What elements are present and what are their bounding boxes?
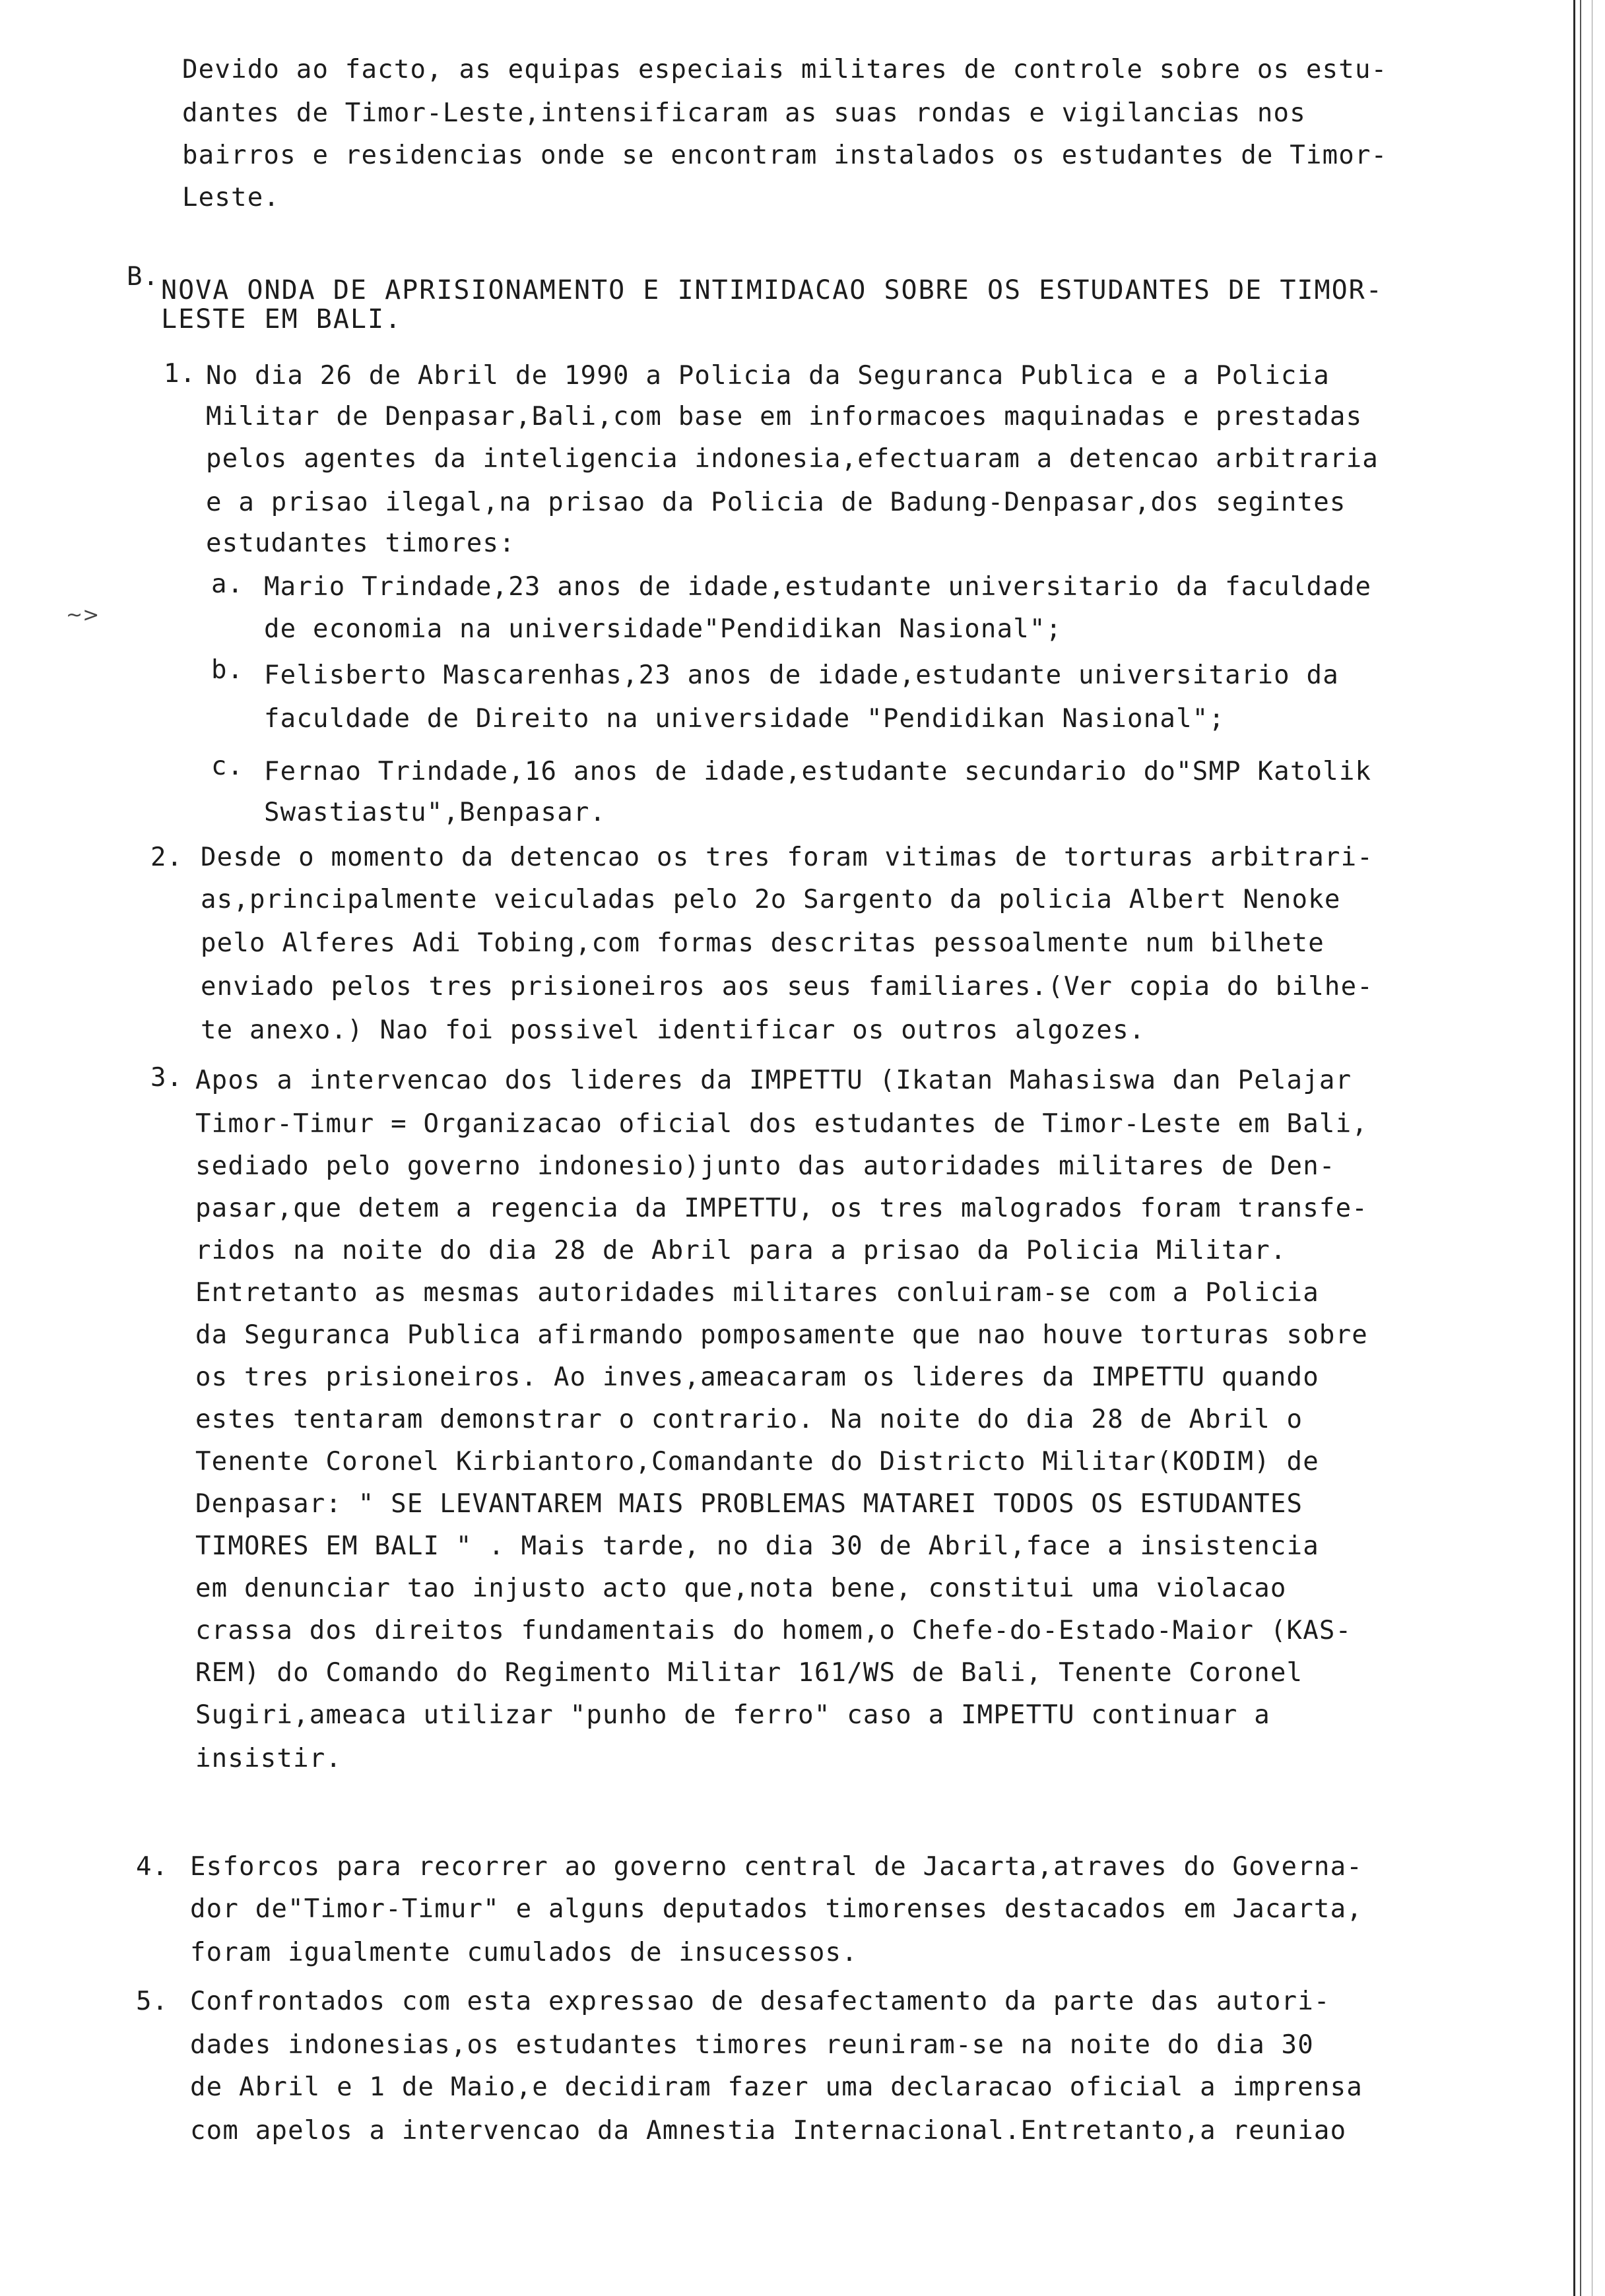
item-number: 1. (164, 359, 197, 389)
text-line: Tenente Coronel Kirbiantoro,Comandante do Districto Militar(KODIM) de (195, 1447, 1319, 1477)
item-number: 4. (136, 1852, 169, 1882)
text-line: de Abril e 1 de Maio,e decidiram fazer uma declaracao oficial a imprensa (190, 2072, 1363, 2102)
text-line: pelo Alferes Adi Tobing,com formas descritas pessoalmente num bilhete (201, 928, 1325, 958)
text-line: dantes de Timor-Leste,intensificaram as suas rondas e vigilancias nos (182, 98, 1306, 128)
text-line: Fernao Trindade,16 anos de idade,estudante secundario do"SMP Katolik (264, 757, 1372, 786)
text-line: TIMORES EM BALI " . Mais tarde, no dia 30 de Abril,face a insistencia (195, 1531, 1319, 1561)
subitem-letter: b. (211, 655, 244, 685)
text-line: Swastiastu",Benpasar. (264, 798, 606, 827)
text-line: Leste. (182, 183, 280, 212)
text-line: bairros e residencias onde se encontram instalados os estudantes de Timor- (182, 141, 1388, 170)
text-line: e a prisao ilegal,na prisao da Policia de Badung-Denpasar,dos segintes (206, 488, 1346, 517)
text-line: ridos na noite do dia 28 de Abril para a prisao da Policia Militar. (195, 1236, 1287, 1265)
text-line: foram igualmente cumulados de insucessos. (190, 1938, 858, 1967)
text-line: de economia na universidade"Pendidikan Nasional"; (264, 614, 1063, 644)
text-line: insistir. (195, 1744, 343, 1773)
text-line: No dia 26 de Abril de 1990 a Policia da Seguranca Publica e a Policia (206, 361, 1330, 391)
text-line: dades indonesias,os estudantes timores reuniram-se na noite do dia 30 (190, 2030, 1314, 2060)
text-line: pelos agentes da inteligencia indonesia,efectuaram a detencao arbitraria (206, 444, 1379, 474)
text-line: Mario Trindade,23 anos de idade,estudante universitario da faculdade (264, 572, 1372, 602)
margin-arrow-mark: ~> (66, 604, 100, 627)
text-line: os tres prisioneiros. Ao inves,ameacaram os lideres da IMPETTU quando (195, 1362, 1319, 1392)
text-line: Esforcos para recorrer ao governo central de Jacarta,atraves do Governa- (190, 1852, 1363, 1882)
text-line: Apos a intervencao dos lideres da IMPETTU (Ikatan Mahasiswa dan Pelajar (195, 1066, 1352, 1095)
text-line: da Seguranca Publica afirmando pomposamente que nao houve torturas sobre (195, 1320, 1368, 1350)
subitem-letter: a. (211, 569, 244, 599)
text-line: em denunciar tao injusto acto que,nota bene, constitui uma violacao (195, 1574, 1287, 1603)
text-line: estudantes timores: (206, 528, 515, 558)
subitem-letter: c. (211, 751, 244, 781)
text-line: REM) do Comando do Regimento Militar 161/WS de Bali, Tenente Coronel (195, 1658, 1303, 1688)
heading-line: LESTE EM BALI. (161, 304, 403, 335)
text-line: Denpasar: " SE LEVANTAREM MAIS PROBLEMAS MATAREI TODOS OS ESTUDANTES (195, 1489, 1303, 1519)
text-line: Timor-Timur = Organizacao oficial dos estudantes de Timor-Leste em Bali, (195, 1109, 1368, 1139)
text-line: Militar de Denpasar,Bali,com base em informacoes maquinadas e prestadas (206, 402, 1363, 431)
text-line: faculdade de Direito na universidade "Pendidikan Nasional"; (264, 704, 1226, 734)
heading-line: NOVA ONDA DE APRISIONAMENTO E INTIMIDACAO SOBRE OS ESTUDANTES DE TIMOR- (161, 275, 1383, 305)
text-line: crassa dos direitos fundamentais do homem,o Chefe-do-Estado-Maior (KAS- (195, 1616, 1352, 1645)
item-number: 5. (136, 1987, 169, 2016)
page-edge-line (1580, 0, 1581, 2296)
text-line: estes tentaram demonstrar o contrario. Na noite do dia 28 de Abril o (195, 1405, 1303, 1434)
text-line: Desde o momento da detencao os tres foram vitimas de torturas arbitrari- (201, 843, 1373, 872)
text-line: Sugiri,ameaca utilizar "punho de ferro" caso a IMPETTU continuar a (195, 1700, 1270, 1730)
text-line: sediado pelo governo indonesio)junto das autoridades militares de Den- (195, 1151, 1336, 1181)
text-line: enviado pelos tres prisioneiros aos seus familiares.(Ver copia do bilhe- (201, 972, 1373, 1002)
text-line: dor de"Timor-Timur" e alguns deputados timorenses destacados em Jacarta, (190, 1894, 1363, 1924)
section-marker: B. (127, 262, 160, 292)
text-line: com apelos a intervencao da Amnestia Internacional.Entretanto,a reuniao (190, 2116, 1347, 2146)
item-number: 2. (150, 843, 183, 872)
text-line: Devido ao facto, as equipas especiais militares de controle sobre os estu- (182, 55, 1388, 84)
text-line: pasar,que detem a regencia da IMPETTU, os tres malogrados foram transfe- (195, 1194, 1368, 1223)
text-line: Entretanto as mesmas autoridades militares conluiram-se com a Policia (195, 1278, 1319, 1308)
text-line: te anexo.) Nao foi possivel identificar os outros algozes. (201, 1015, 1146, 1045)
item-number: 3. (150, 1063, 183, 1093)
text-line: as,principalmente veiculadas pelo 2o Sargento da policia Albert Nenoke (201, 885, 1341, 914)
page-edge-line (1573, 0, 1575, 2296)
text-line: Felisberto Mascarenhas,23 anos de idade,estudante universitario da (264, 660, 1339, 690)
text-line: Confrontados com esta expressao de desafectamento da parte das autori- (190, 1987, 1330, 2016)
